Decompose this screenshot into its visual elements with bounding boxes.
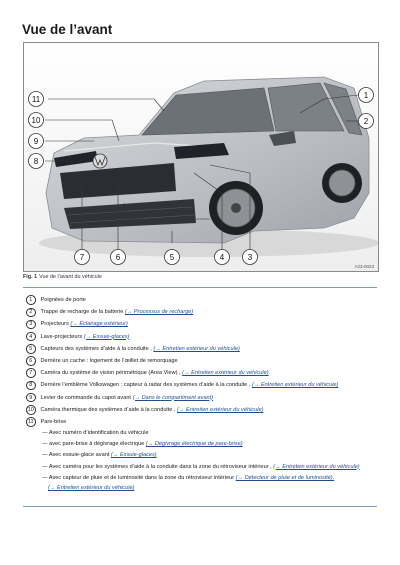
- callout-4: [215, 250, 230, 265]
- callout-2-label: 2: [363, 117, 369, 126]
- legend-item: [23, 416, 377, 428]
- legend-number: 5: [26, 344, 36, 354]
- sub-item-continuation-link[interactable]: (→ Entretien extérieur du véhicule): [48, 485, 135, 491]
- callout-1-label: 1: [363, 91, 369, 100]
- legend-number: 6: [26, 356, 36, 366]
- legend-text: Pare-brise: [40, 418, 67, 425]
- legend-item: [23, 404, 377, 416]
- sub-item-continuation: [23, 484, 377, 495]
- callout-5-label: 5: [169, 253, 175, 262]
- legend-item: [23, 355, 377, 367]
- sub-item-link[interactable]: (→ Dégivrage électrique de pare-brise): [145, 441, 243, 448]
- callout-6: [111, 250, 126, 265]
- vehicle-illustration: [24, 43, 378, 271]
- legend-number: 1: [26, 295, 36, 305]
- caption-text: Vue de l’avant du véhicule: [39, 274, 102, 280]
- callout-1: [359, 88, 374, 103]
- legend-link[interactable]: (→ Éclairage extérieur): [70, 321, 128, 328]
- sub-item-link[interactable]: (→ Essuie-glaces): [110, 452, 157, 459]
- legend-text: Caméra thermique des systèmes d’aide à la conduite ,: [40, 406, 176, 413]
- figure-caption: [23, 274, 102, 280]
- legend-item: [23, 331, 377, 343]
- legend-link[interactable]: (→ Essuie-glaces): [83, 333, 130, 340]
- legend-number: 3: [26, 320, 36, 330]
- legend-item: [23, 343, 377, 355]
- sub-item-text: — avec pare-brise à dégivrage électrique: [42, 441, 145, 448]
- legend-number: 4: [26, 332, 36, 342]
- legend-text: Derrière un cache : logement de l’œillet de remorquage: [40, 358, 178, 365]
- legend-text: Caméra du système de vision périmétrique (Area View) ,: [40, 370, 181, 377]
- legend-list: [23, 294, 377, 495]
- legend-number: 7: [26, 368, 36, 378]
- legend-link[interactable]: (→ Entretien extérieur du véhicule): [182, 370, 269, 377]
- sub-item-text: — Avec capteur de pluie et de luminosité dans la zone du rétroviseur intérieur: [42, 474, 235, 481]
- sub-item: [23, 462, 377, 473]
- legend-item: [23, 294, 377, 306]
- callout-3-label: 3: [247, 253, 253, 262]
- page-title: Vue de l’avant: [22, 22, 113, 37]
- legend-text: Projecteurs: [40, 321, 69, 328]
- callout-7: [75, 250, 90, 265]
- callout-8-label: 8: [33, 157, 39, 166]
- legend-link[interactable]: (→ Entretien extérieur du véhicule): [251, 382, 339, 389]
- sub-item: [23, 450, 377, 461]
- sub-item: [23, 439, 377, 450]
- divider-top: [23, 287, 377, 288]
- legend-number: 8: [26, 381, 36, 391]
- callout-11-label: 11: [31, 95, 41, 104]
- legend-link[interactable]: (→ Entretien extérieur du véhicule): [177, 406, 264, 413]
- callout-10: [29, 113, 44, 128]
- legend-link[interactable]: (→ Dans le compartiment avant): [132, 394, 214, 401]
- legend-number: 2: [26, 308, 36, 318]
- callout-6-label: 6: [115, 253, 121, 262]
- legend-number: 10: [27, 406, 34, 413]
- callout-10-label: 10: [31, 116, 41, 125]
- sub-item-text: — Avec numéro d’identification du véhicule: [42, 430, 149, 437]
- legend-link[interactable]: (→ Processus de recharge): [124, 309, 194, 316]
- legend-text: Poignées de porte: [40, 297, 86, 304]
- callout-3: [243, 250, 258, 265]
- callout-9-label: 9: [33, 137, 39, 146]
- legend-text: Trappe de recharge de la batterie: [40, 309, 124, 316]
- legend-item: [23, 306, 377, 318]
- legend-text: Lave-projecteurs: [40, 333, 83, 340]
- legend-text: Derrière l’emblème Volkswagen : capteur à radar des systèmes d’aide à la conduite ,: [40, 382, 251, 389]
- legend-text: Levier de commande du capot avant: [40, 394, 131, 401]
- sub-item-text: — Avec essuie-glace avant: [42, 452, 110, 459]
- callout-7-label: 7: [79, 253, 85, 262]
- callout-11: [29, 92, 44, 107]
- divider-bottom: [23, 506, 377, 507]
- vehicle-figure: [23, 42, 379, 272]
- legend-number: 9: [26, 393, 36, 403]
- figure-code: A23-0023: [354, 264, 374, 269]
- legend-link[interactable]: (→ Entretien extérieur du véhicule): [153, 345, 240, 352]
- legend-item: [23, 379, 377, 391]
- callout-4-label: 4: [219, 253, 225, 262]
- sub-item: [23, 428, 377, 439]
- callout-8: [29, 154, 44, 169]
- sub-item: [23, 473, 377, 484]
- sub-item-text: — Avec caméra pour les systèmes d’aide à la conduite dans la zone du rétroviseur intérieur ,: [42, 463, 272, 470]
- legend-item: [23, 318, 377, 330]
- sub-item-link[interactable]: (→ Détecteur de pluie et de luminosité),: [235, 474, 335, 481]
- callout-5: [165, 250, 180, 265]
- callout-2: [359, 114, 374, 129]
- caption-label: Fig. 1: [23, 274, 38, 280]
- legend-number: 11: [27, 418, 34, 425]
- legend-text: Capteurs des systèmes d’aide à la conduite ,: [40, 345, 152, 352]
- legend-item: [23, 392, 377, 404]
- legend-item: [23, 367, 377, 379]
- callout-9: [29, 134, 44, 149]
- sub-item-link[interactable]: (→ Entretien extérieur du véhicule): [273, 463, 360, 470]
